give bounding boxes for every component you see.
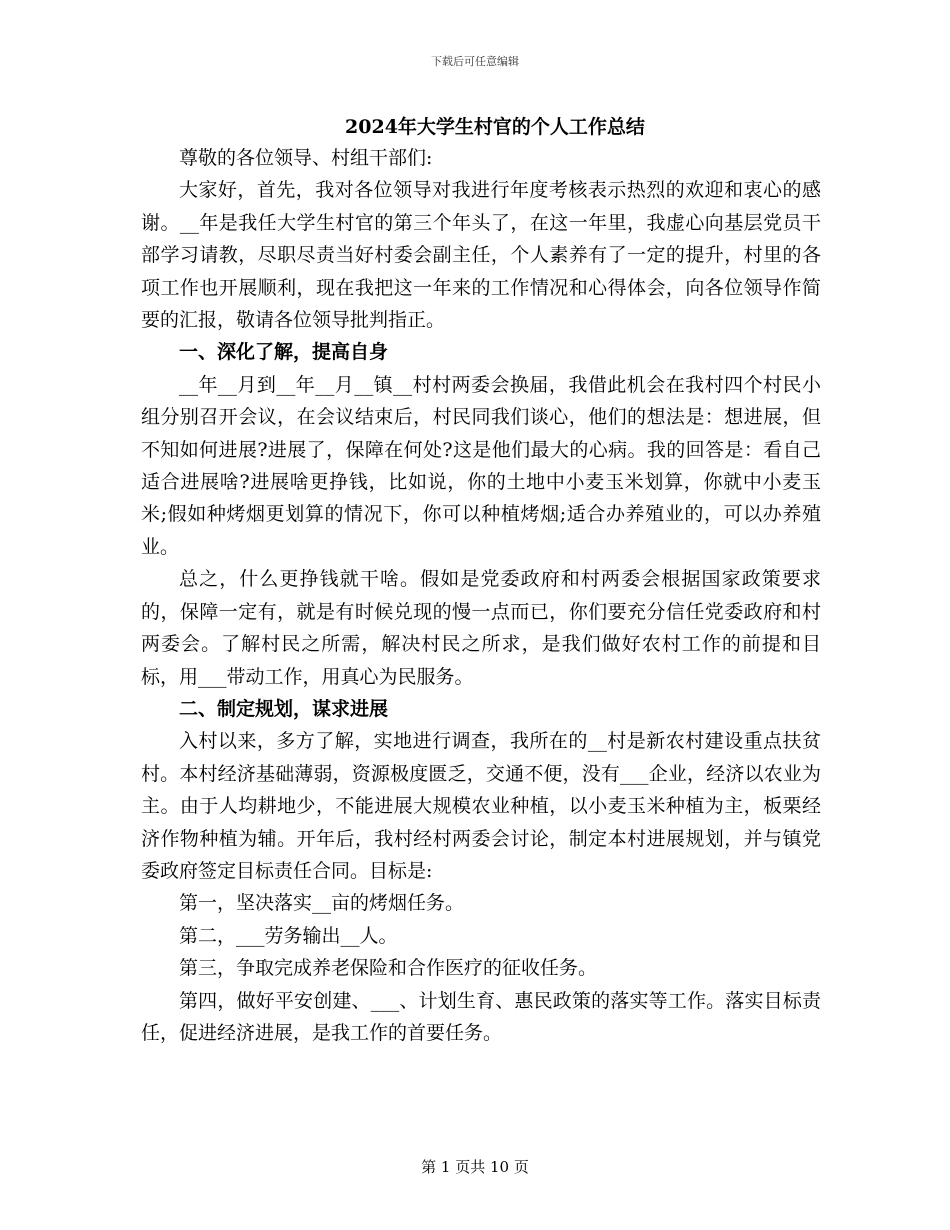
section1-paragraph-2: 总之，什么更挣钱就干啥。假如是党委政府和村两委会根据国家政策要求的，保障一定有，就是有时候兑现的慢一点而已，你们要充分信任党委政府和村两委会。了解村民之所需，解决村民之所求，是我们做好农村工作的前提和目标，用___带动工作，用真心为民服务。 [141, 568, 821, 688]
section2-paragraph-1: 入村以来，多方了解，实地进行调查，我所在的__村是新农村建设重点扶贫村。本村经济基础薄弱，资源极度匮乏，交通不便，没有___企业，经济以农业为主。由于人均耕地少，不能进展大规模农业种植，以小麦玉米种植为主，板栗经济作物种植为辅。开年后，我村经村两委会讨论，制定本村进展规划，并与镇党委政府签定目标责任合同。目标是: [141, 730, 821, 882]
intro-paragraph: 大家好，首先，我对各位领导对我进行年度考核表示热烈的欢迎和衷心的感谢。__年是我任大学生村官的第三个年头了，在这一年里，我虚心向基层党员干部学习请教，尽职尽责当好村委会副主任，个人素养有了一定的提升，村里的各项工作也开展顺利，现在我把这一年来的工作情况和心得体会，向各位领导作简要的汇报，敬请各位领导批判指正。 [141, 179, 821, 332]
document-title: 2024年大学生村官的个人工作总结 [345, 116, 645, 138]
goal-item-2: 第二，___劳务输出__人。 [179, 924, 398, 947]
section-heading-2: 二、制定规划，谋求进展 [179, 697, 389, 720]
page-indicator: 第 1 页共 10 页 [421, 1158, 529, 1176]
goal-item-3: 第三，争取完成养老保险和合作医疗的征收任务。 [179, 957, 598, 980]
goal-item-4: 第四，做好平安创建、___、计划生育、惠民政策的落实等工作。落实目标责任，促进经济进展，是我工作的首要任务。 [141, 989, 821, 1044]
document-body [141, 112, 821, 1049]
goal-item-1: 第一，坚决落实__亩的烤烟任务。 [179, 892, 465, 915]
header-note: 下载后可任意编辑 [431, 55, 519, 68]
section1-paragraph-1: __年__月到__年__月__镇__村村两委会换届，我借此机会在我村四个村民小组分别召开会议，在会议结束后，村民同我们谈心，他们的想法是：想进展，但不知如何进展?进展了，保障在何处?这是他们最大的心病。我的回答是：看自己适合进展啥?进展啥更挣钱，比如说，你的土地中小麦玉米划算，你就中小麦玉米;假如种烤烟更划算的情况下，你可以种植烤烟;适合办养殖业的，可以办养殖业。 [141, 373, 821, 558]
section-heading-1: 一、深化了解，提高自身 [179, 341, 389, 364]
greeting-paragraph: 尊敬的各位领导、村组干部们: [179, 147, 433, 169]
